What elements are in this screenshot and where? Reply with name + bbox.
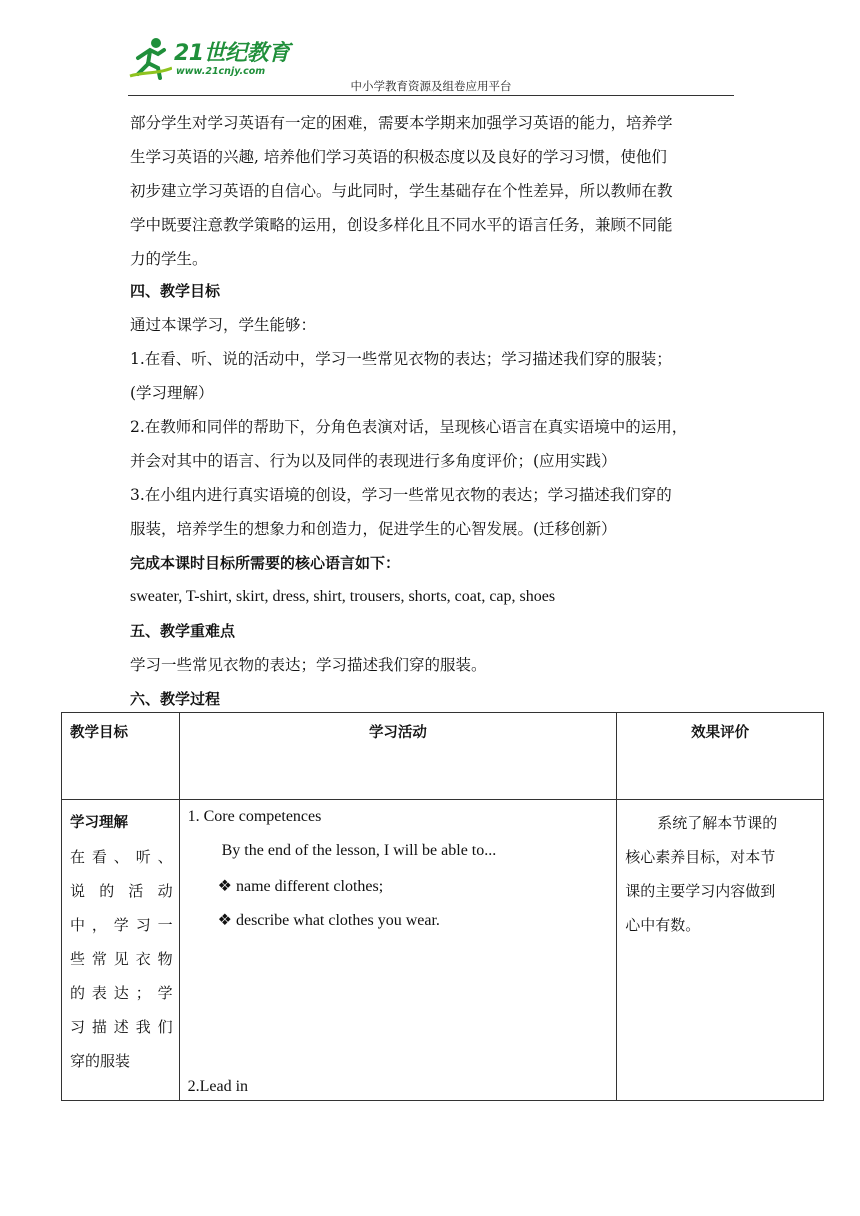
- goal-line: 些常见衣物: [70, 950, 173, 968]
- header-divider: [128, 95, 734, 96]
- section-objectives: [130, 274, 730, 716]
- section-heading: 四、教学目标: [130, 282, 221, 300]
- objective-line: 1.在看、听、说的活动中，学习一些常见衣物的表达；学习描述我们穿的服装；: [130, 350, 672, 368]
- intro-line: 力的学生。: [130, 250, 208, 268]
- site-logo: [128, 34, 298, 82]
- bullet-item: [218, 910, 440, 930]
- evaluation-cell: [617, 800, 824, 1101]
- table-header-evaluation: 效果评价: [617, 713, 824, 800]
- intro-paragraph: [130, 106, 730, 276]
- teaching-process-table: [61, 712, 824, 1101]
- core-language-heading: 完成本课时目标所需要的核心语言如下：: [130, 554, 401, 572]
- goal-line: 的表达；学: [70, 984, 173, 1002]
- table-header-activity: 学习活动: [179, 713, 617, 800]
- goal-line: 在看、听、: [70, 848, 173, 866]
- objective-line: 并会对其中的语言、行为以及同伴的表现进行多角度评价；(应用实践）: [130, 452, 617, 470]
- goal-title: 学习理解: [70, 815, 128, 831]
- evaluation-line: 课的主要学习内容做到: [625, 882, 776, 900]
- evaluation-line: 心中有数。: [625, 916, 701, 934]
- activity-cell: [179, 800, 617, 1101]
- bullet-item: [218, 876, 384, 896]
- bullet-text: describe what clothes you wear.: [235, 912, 440, 929]
- objectives-lead: 通过本课学习，学生能够：: [130, 316, 317, 334]
- key-points-text: 学习一些常见衣物的表达；学习描述我们穿的服装。: [130, 656, 487, 674]
- diamond-bullet-icon: ❖: [217, 878, 232, 895]
- intro-line: 初步建立学习英语的自信心。与此同时，学生基础存在个性差异，所以教师在教: [130, 182, 673, 200]
- goal-line: 中，学习一: [70, 916, 173, 934]
- evaluation-line: 核心素养目标，对本节: [625, 848, 776, 866]
- bullet-text: name different clothes;: [235, 878, 384, 895]
- section-heading: 五、教学重难点: [130, 622, 236, 640]
- objective-line: 服装，培养学生的想象力和创造力，促进学生的心智发展。(迁移创新）: [130, 520, 617, 538]
- diamond-bullet-icon: ❖: [217, 912, 232, 929]
- goal-line: 穿的服装: [70, 1052, 131, 1070]
- activity-item-core: 1. Core competences: [187, 808, 322, 825]
- goal-line: 说 的 活 动: [70, 882, 173, 900]
- objective-line: (学习理解）: [130, 384, 214, 402]
- header-subtitle: 中小学教育资源及组卷应用平台: [350, 79, 512, 93]
- table-header-goal: 教学目标: [62, 713, 180, 800]
- logo-wordmark: 21世纪教育: [174, 41, 290, 66]
- page-header: [128, 34, 734, 98]
- intro-line: 生学习英语的兴趣, 培养他们学习英语的积极态度以及良好的学习习惯，使他们: [130, 148, 667, 166]
- table-header-row: [62, 713, 824, 800]
- goal-line: 习描述我们: [70, 1018, 173, 1036]
- runner-icon: [128, 36, 172, 80]
- table-row: [62, 800, 824, 1101]
- objective-line: 3.在小组内进行真实语境的创设，学习一些常见衣物的表达；学习描述我们穿的: [130, 486, 672, 504]
- activity-intro: By the end of the lesson, I will be able to...: [221, 842, 497, 859]
- evaluation-line: 系统了解本节课的: [657, 814, 778, 832]
- intro-line: 部分学生对学习英语有一定的困难，需要本学期来加强学习英语的能力，培养学: [130, 114, 673, 132]
- objective-line: 2.在教师和同伴的帮助下，分角色表演对话，呈现核心语言在真实语境中的运用，: [130, 418, 688, 436]
- goal-cell: [62, 800, 180, 1101]
- section-heading: 六、教学过程: [130, 690, 221, 708]
- logo-url: www.21cnjy.com: [176, 66, 266, 77]
- intro-line: 学中既要注意教学策略的运用，创设多样化且不同水平的语言任务，兼顾不同能: [130, 216, 673, 234]
- core-words: sweater, T-shirt, skirt, dress, shirt, trousers, shorts, coat, cap, shoes: [130, 588, 556, 605]
- activity-item-lead-in: 2.Lead in: [187, 1078, 249, 1095]
